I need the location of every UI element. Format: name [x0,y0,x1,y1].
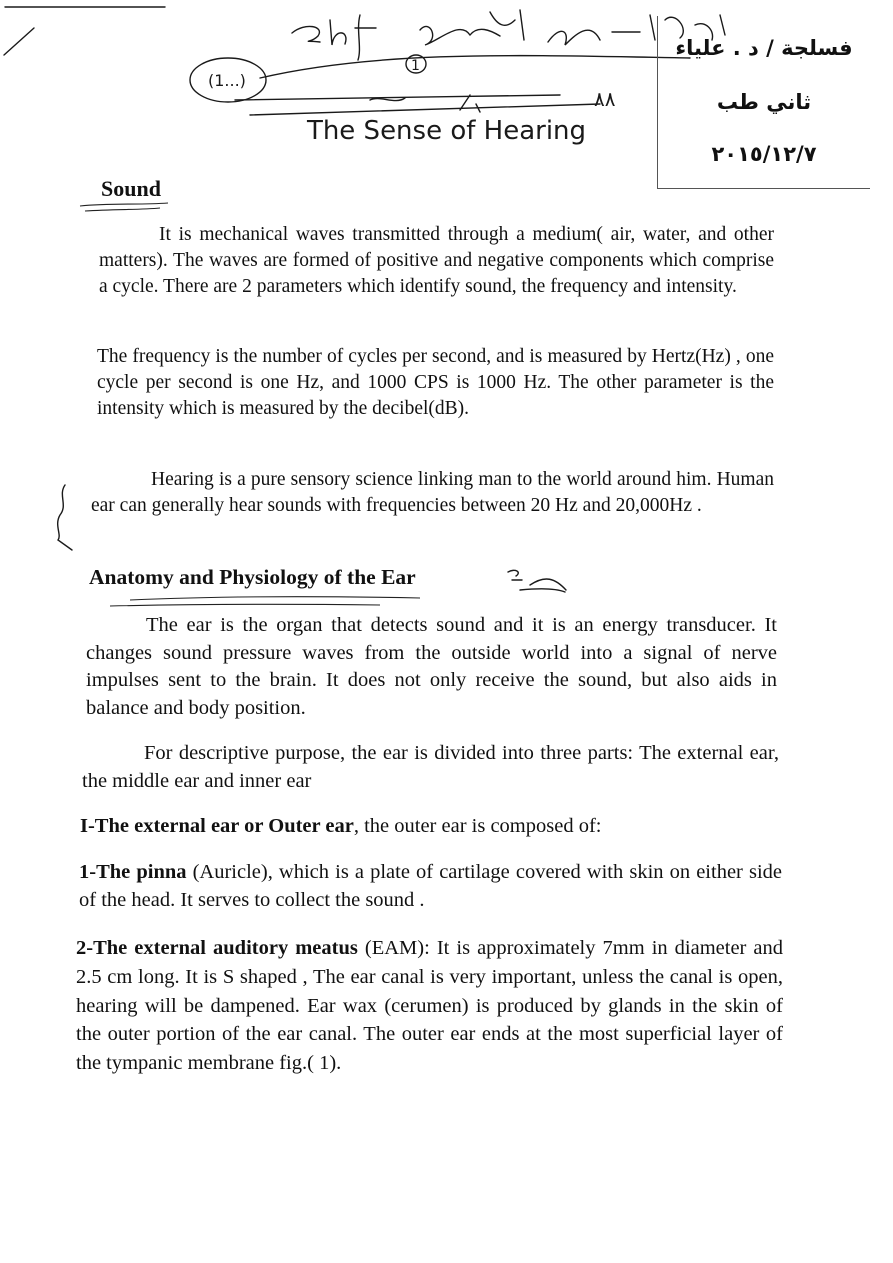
circled-label: (1...) [208,71,246,90]
anatomy-paragraph-1: The ear is the organ that detects sound and it is an energy transducer. It changes sound pressure waves from the outside world into a signal of nerve impulses sent to the brain. It does not only receive the sound, but also aids in balance and body position. [86,614,777,719]
eam-paragraph [76,934,783,1078]
course-line-2: ثاني طب [716,90,812,114]
pinna-label: 1-The pinna [79,861,187,883]
course-date: ٢٠١٥/١٢/٧ [711,142,817,166]
sound-heading: Sound [101,176,161,201]
course-line-1: فسلجة / د . علياء [675,36,853,60]
sound-paragraph-1: It is mechanical waves transmitted through a medium( air, water, and other matters). The waves are formed of positive and negative components which comprise a cycle. There are 2 parameters which identify sound, the frequency and intensity. [99,224,774,297]
anatomy-paragraph-2: For descriptive purpose, the ear is divided into three parts: The external ear, the middle ear and inner ear [82,742,779,792]
handwritten-digits: ٨٨ [594,87,616,111]
sound-paragraph-2: The frequency is the number of cycles per second, and is measured by Hertz(Hz) , one cycle per second is one Hz, and 1000 CPS is 1000 Hz. The other parameter is the intensity which is measured by the decibel(dB). [97,346,774,419]
outer-ear-heading [80,813,780,839]
outer-ear-heading-bold: I-The external ear or Outer ear [80,815,354,837]
sound-paragraph-3: Hearing is a pure sensory science linking man to the world around him. Human ear can generally hear sounds with frequencies between 20 Hz and 20,000Hz . [91,469,774,516]
pinna-paragraph [79,859,782,914]
circle-number: 1 [411,58,420,74]
eam-label: 2-The external auditory meatus [76,937,358,959]
eam-text: (EAM): It is approximately 7mm in diameter and 2.5 cm long. It is S shaped , The ear canal is very important, unless the canal is open, hearing will be dampened. Ear wax (cerumen) is produced by glands in the skin of the outer portion of the ear canal. The outer ear ends at the most superficial layer of the tympanic membrane fig.( 1). [76,937,784,1075]
page-title: The Sense of Hearing [306,116,587,146]
pinna-text: (Auricle), which is a plate of cartilage covered with skin on either side of the head. It serves to collect the sound . [79,861,782,911]
outer-ear-heading-rest: , the outer ear is composed of: [353,815,602,837]
course-info-box [657,16,870,189]
anatomy-heading: Anatomy and Physiology of the Ear [89,565,416,589]
